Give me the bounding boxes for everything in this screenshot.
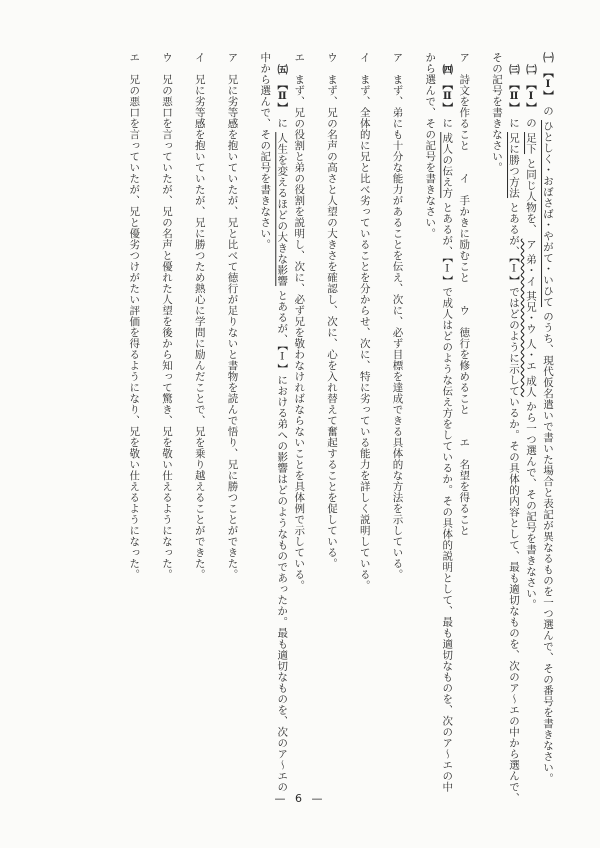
question-text: から一つ選んで、その記号を書きなさい。 (525, 400, 537, 610)
question-text: とあるが、【Ⅰ】ではどのように示しているか。その具体的内容として、最も適切なものを、次のア～エの中から選んで、 (508, 201, 520, 804)
text-reference: 【Ⅰ】 (542, 66, 554, 102)
question-number: ㈡ (525, 64, 537, 75)
question-5-cont (256, 52, 273, 772)
question-3-cont (488, 52, 505, 772)
question-number: ㈢ (508, 64, 520, 75)
question-number: ㈤ (276, 64, 289, 75)
question-text: と同じ人物を、 (525, 157, 537, 235)
choice-i: イ 兄に劣等感を抱いていたが、兄に勝つため熱心に学問に励んだことで、兄を乗り越えることができた。 (193, 52, 206, 580)
question-text: に (508, 117, 520, 129)
choice-e: エ まず、兄の役割と弟の役割を説明し、次に、必ず兄を敬わなければならないことを具体例で示している。 (293, 52, 306, 591)
question-text: から選んで、その記号を書きなさい。 (424, 52, 437, 239)
question-1 (539, 52, 556, 784)
choice-u: ウ 兄の悪口を言っていたが、兄の名声と優れた人望を後から知って驚き、兄を敬い仕えるようになった。 (161, 52, 173, 580)
question-3-choices: ア 詩文を作ること イ 手かきに励むこと ウ 徳行を修めること エ 名望を得ること (458, 52, 471, 536)
question-number: ㈠ (542, 52, 554, 63)
text-reference: 【Ⅱ】 (441, 78, 454, 114)
exam-questions (36, 52, 556, 804)
question-text: 中から選んで、その記号を書きなさい。 (259, 52, 272, 250)
question-4-cont (421, 52, 438, 772)
question-text: の (542, 105, 554, 117)
choice-u: ウ まず、兄の名声の高さと人望の大きさを確認し、次に、心を入れ替えて奮起することを促している。 (326, 52, 338, 569)
question-text: に (276, 117, 289, 129)
target-words: ひとしく・おぼさば・やがて・いひて (542, 120, 554, 308)
target-word: 足下 (525, 132, 537, 155)
question-text: その記号を書きなさい。 (491, 52, 503, 173)
question-4 (438, 64, 455, 793)
question-5 (273, 64, 290, 793)
question-2 (522, 64, 539, 772)
choice-e: エ 兄の悪口を言っていたが、兄と優劣つけがたい評価を得るようになり、兄を敬い仕えるようになった。 (128, 52, 141, 580)
text-reference: 【Ⅱ】 (276, 78, 289, 114)
question-text: の (525, 117, 537, 129)
choice-i: イ まず、全体的に兄と比べ劣っていることを分からせ、次に、特に劣っている能力を詳しく説明している。 (358, 52, 371, 591)
page-number: — 6 — (274, 792, 326, 805)
question-3 (505, 64, 522, 804)
target-phrase: 成人の伝え方 (441, 132, 454, 199)
target-phrase: 人生を変えるほどの大きな影響 (276, 132, 289, 287)
target-phrase: 兄に勝つ方法 (508, 132, 520, 199)
question-text: のうち、現代仮名遣いで書いた場合と表記が異なるものを一つ選んで、その番号を書きなさい。 (542, 310, 554, 784)
question-text: に (441, 117, 454, 129)
question-text: とあるが、【Ⅰ】における弟への影響はどのようなものであったか。最も適切なものを、次のア～エの (276, 289, 289, 793)
choice-a: ア 兄に劣等感を抱いていたが、兄と比べて徳行が足りないと書物を読んで悟り、兄に勝つことができた。 (226, 52, 239, 580)
answer-options: ア 弟・イ 其兄・ウ 人・エ 成人 (525, 238, 537, 398)
text-reference: 【Ⅰ】 (525, 78, 537, 114)
question-text: とあるが、【Ⅰ】で成人はどのような伝え方をしているか。その具体的説明として、最も適切なものを、次のア～エの中 (441, 201, 454, 793)
text-reference: 【Ⅱ】 (508, 78, 520, 114)
question-number: ㈣ (441, 64, 454, 75)
choice-a: ア まず、弟にも十分な能力があることを伝え、次に、必ず目標を達成できる具体的な方法を示している。 (391, 52, 404, 580)
